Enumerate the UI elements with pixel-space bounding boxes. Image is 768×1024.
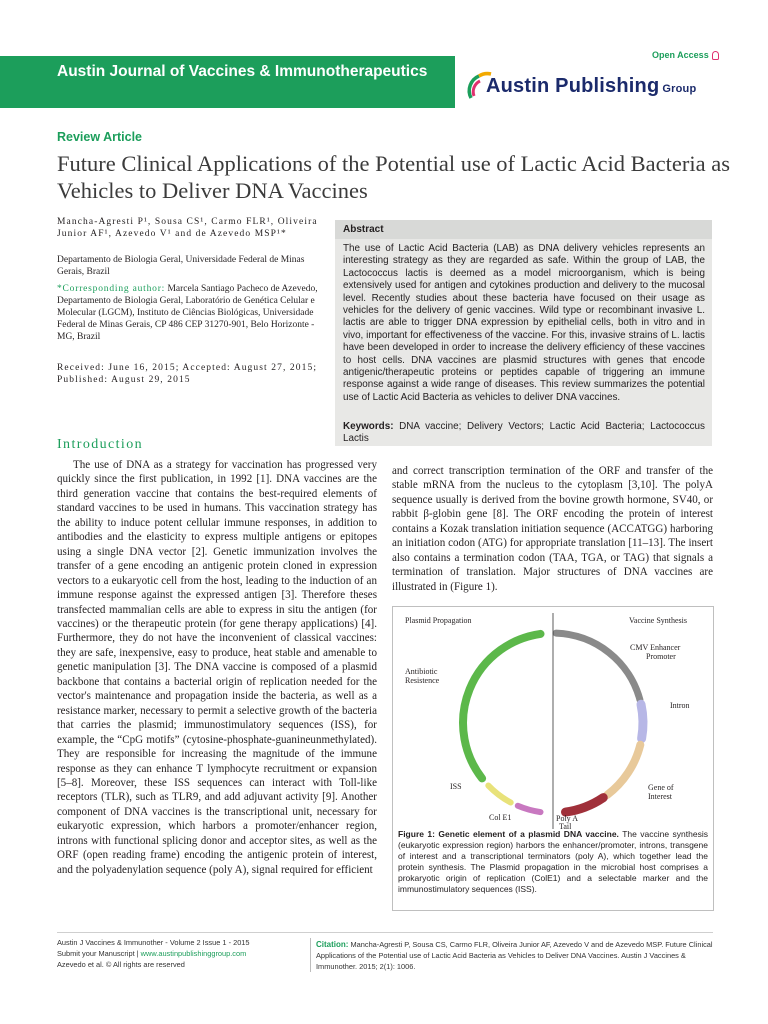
label-intron: Intron	[670, 701, 690, 710]
label-cmv-line1: CMV Enhancer	[630, 643, 681, 652]
label-plasmid-propagation: Plasmid Propagation	[405, 616, 472, 625]
keywords-text: DNA vaccine; Delivery Vectors; Lactic Acid Bacteria; Lactococcus Lactis	[343, 421, 705, 445]
label-gene-line1: Gene of	[648, 783, 674, 792]
introduction-column-1	[57, 458, 377, 877]
corresponding-label: *Corresponding author:	[57, 284, 166, 294]
publisher-logo-text	[486, 75, 696, 98]
introduction-paragraph-2: and correct transcription termination of the ORF and transfer of the stable mRNA from the nucleus to the cytoplasm [3,10]. The polyA sequence usually is derived from the bovine growth hormone, SV40, or rabbit β-globin gene [8]. The ORF encoding the protein of interest contains a Kozak translation initiation sequence (ACCATGG) harboring an initiation codon (ATG) for appropriate translation [11–13]. The insert also contains a termination codon (TAA, TGA, or TAG) that signals a termination of translation. Major structures of DNA vaccines are illustrated in (Figure 1).	[392, 465, 713, 593]
publisher-name: Austin Publishing	[486, 75, 660, 97]
article-type: Review Article	[57, 130, 142, 144]
figure-caption-label: Figure 1: Genetic element of a plasmid DNA vaccine.	[398, 829, 619, 839]
segment-antibiotic-resistance	[463, 634, 540, 779]
label-polya-line2: Tail	[559, 822, 572, 829]
affiliation: Departamento de Biologia Geral, Universidade Federal de Minas Gerais, Brazil	[57, 255, 305, 277]
label-antibiotic-line1: Antibiotic	[405, 667, 438, 676]
footer-separator	[310, 938, 311, 972]
segment-col-e1	[518, 806, 541, 812]
label-polya-line1: Poly A	[556, 814, 579, 823]
open-access-lock-icon	[712, 51, 719, 60]
introduction-heading: Introduction	[57, 437, 144, 452]
introduction-paragraph-1: The use of DNA as a strategy for vaccination has progressed very quickly since the first publication, in 1992 [1]. DNA vaccines are the third generation vaccine that contains the best-required elements of standard vaccines to be used in humans. This vaccination strategy has the ability to induce potent cellular immune responses, in addition to antibodies and the elasticity to express multiple antigens or epitopes using a single DNA vector [2]. Genetic immunization involves the transfer of a gene encoding an antigenic protein cloned in expression vectors to a eukaryotic cell from the host, leading to the induction of an immune response against the expressed antigen [3]. Therefore theses transfected mammalian cells are able to express in situ the antigen (for vaccines) or the therapeutic protein (for gene therapy applications) [4]. Furthermore, they do not have the inconvenient of classical vaccines: they are safe, inexpensive, easy to produce, heat stable and amenable to genetic manipulation [3]. The DNA vaccine is composed of a plasmid backbone that contains a bacterial origin of replication needed for the vector's maintenance and propagation inside the bacteria, as well as a resistance marker, necessary to permit a selective growth of the bacteria that carries the plasmid; immunostimulatory sequences (ISS), for example, the “CpG motifs” (cytosine-phosphate-guanineunmethylated). They are responsible for increasing the magnitude of the immune response as they can enhance T lymphocyte recruitment or expansion [5–8]. Moreover, these ISS sequences can interact with Toll-like receptors (TLR), such as TLR9, and add adjuvant activity [9]. Another component of DNA vaccines is the transcriptional unit, necessary for eukaryotic expression, which harbors a promoter/enhancer region, introns with functional splicing donor and acceptor sites, as well as the ORF (open reading frame) encoding the antigenic protein of interest, and the polyadenylation sequence (poly A), signal required for efficient	[57, 459, 377, 876]
open-access-text: Open Access	[652, 50, 709, 60]
publication-dates: Received: June 16, 2015; Accepted: August 27, 2015; Published: August 29, 2015	[57, 363, 318, 385]
figure-caption-text: The vaccine synthesis (eukaryotic expression region) harbors the enhancer/promoter, introns, transgene of interest and a transcriptional terminators (poly A), which together lead the protein synthesis. The Plasmid propagation in the microbial host comprises a prokaryotic origin of replication (ColE1) and a selectable marker and the immunostimulatory sequences (ISS).	[398, 829, 708, 894]
open-access-label	[652, 50, 719, 60]
segment-iss	[488, 786, 510, 803]
keywords-label: Keywords:	[343, 421, 394, 432]
label-antibiotic-line2: Resistence	[405, 676, 440, 685]
citation-text: Mancha-Agresti P, Sousa CS, Carmo FLR, Oliveira Junior AF, Azevedo V and de Azevedo MSP. Future Clinical Applications of the Potential use of Lactic Acid Bacteria as Vehicles to Deliver DNA Vaccines. Austin J Vaccines & Immunother. 2015; 2(1): 1006.	[316, 940, 713, 971]
segment-intron	[641, 704, 643, 738]
footer-rule	[57, 932, 713, 933]
label-vaccine-synthesis: Vaccine Synthesis	[629, 616, 687, 625]
segment-gene-of-interest	[607, 745, 640, 795]
journal-name: Austin Journal of Vaccines & Immunotherapeutics	[57, 63, 428, 80]
footer-submit	[57, 949, 307, 960]
label-cmv-line2: Promoter	[646, 652, 676, 661]
abstract-title-bar	[335, 220, 712, 239]
corresponding-text: Marcela Santiago Pacheco de Azevedo, Departamento de Biologia Geral, Laboratório de Genética Celular e Molecular (LGCM), Instituto de Ciências Biológicas, Universidade Federal de Minas Gerais, CP 486 CEP 31270-901, Belo Horizonte - MG, Brazil	[57, 284, 318, 342]
keywords	[343, 421, 705, 446]
segment-poly-a	[566, 798, 604, 813]
introduction-column-2	[392, 464, 713, 594]
authors: Mancha-Agresti P¹, Sousa CS¹, Carmo FLR¹, Oliveira Junior AF¹, Azevedo V¹ and de Azevedo MSP¹*	[57, 217, 318, 239]
footer-journal-volume: Austin J Vaccines & Immunother - Volume 2 Issue 1 - 2015	[57, 938, 250, 947]
abstract-title: Abstract	[343, 224, 384, 235]
plasmid-diagram	[393, 607, 713, 829]
footer-info	[57, 938, 307, 970]
corresponding-author	[57, 283, 327, 343]
footer-submit-prefix: Submit your Manuscript |	[57, 948, 141, 958]
label-iss: ISS	[450, 782, 462, 791]
citation-label: Citation:	[316, 940, 349, 949]
abstract-text: The use of Lactic Acid Bacteria (LAB) as DNA delivery vehicles represents an interesting strategy as they are regarded as safe. Within the group of LAB, the Lactococcus lactis is deemed as a model microorganism, which is being extensively used for antigen and cytokines production and delivery to the mucosal level. Recently studies about these bacteria have focused on their usage as vehicles for the delivery of genic vaccines. Wild type or recombinant invasive L. lactis are able to trigger DNA expression by epithelial cells, both in vitro and in vivo, important for effectiveness of the vaccine. For this, invasive strains of L. lactis have been developed in order to increase the delivery efficiency of these vaccines to host cells. DNA vaccines are plasmid structures with genes that encode antigenic/therapeutic proteins or peptides capable of triggering an immune response against a wide range of diseases. This review summarizes the potential use of Lactic Acid Bacteria as vehicles to deliver DNA vaccines.	[343, 243, 705, 403]
publisher-group: Group	[662, 83, 697, 95]
segment-cmv-promoter	[556, 633, 640, 700]
label-gene-line2: Interest	[648, 792, 672, 801]
footer-citation	[316, 939, 713, 972]
label-cole1: Col E1	[489, 813, 512, 822]
article-title: Future Clinical Applications of the Potential use of Lactic Acid Bacteria as Vehicles to Deliver DNA Vaccines	[57, 151, 730, 203]
footer-copyright: Azevedo et al. © All rights are reserved	[57, 959, 185, 969]
footer-website-link[interactable]: www.austinpublishinggroup.com	[140, 948, 247, 958]
figure-1-caption	[398, 829, 708, 895]
